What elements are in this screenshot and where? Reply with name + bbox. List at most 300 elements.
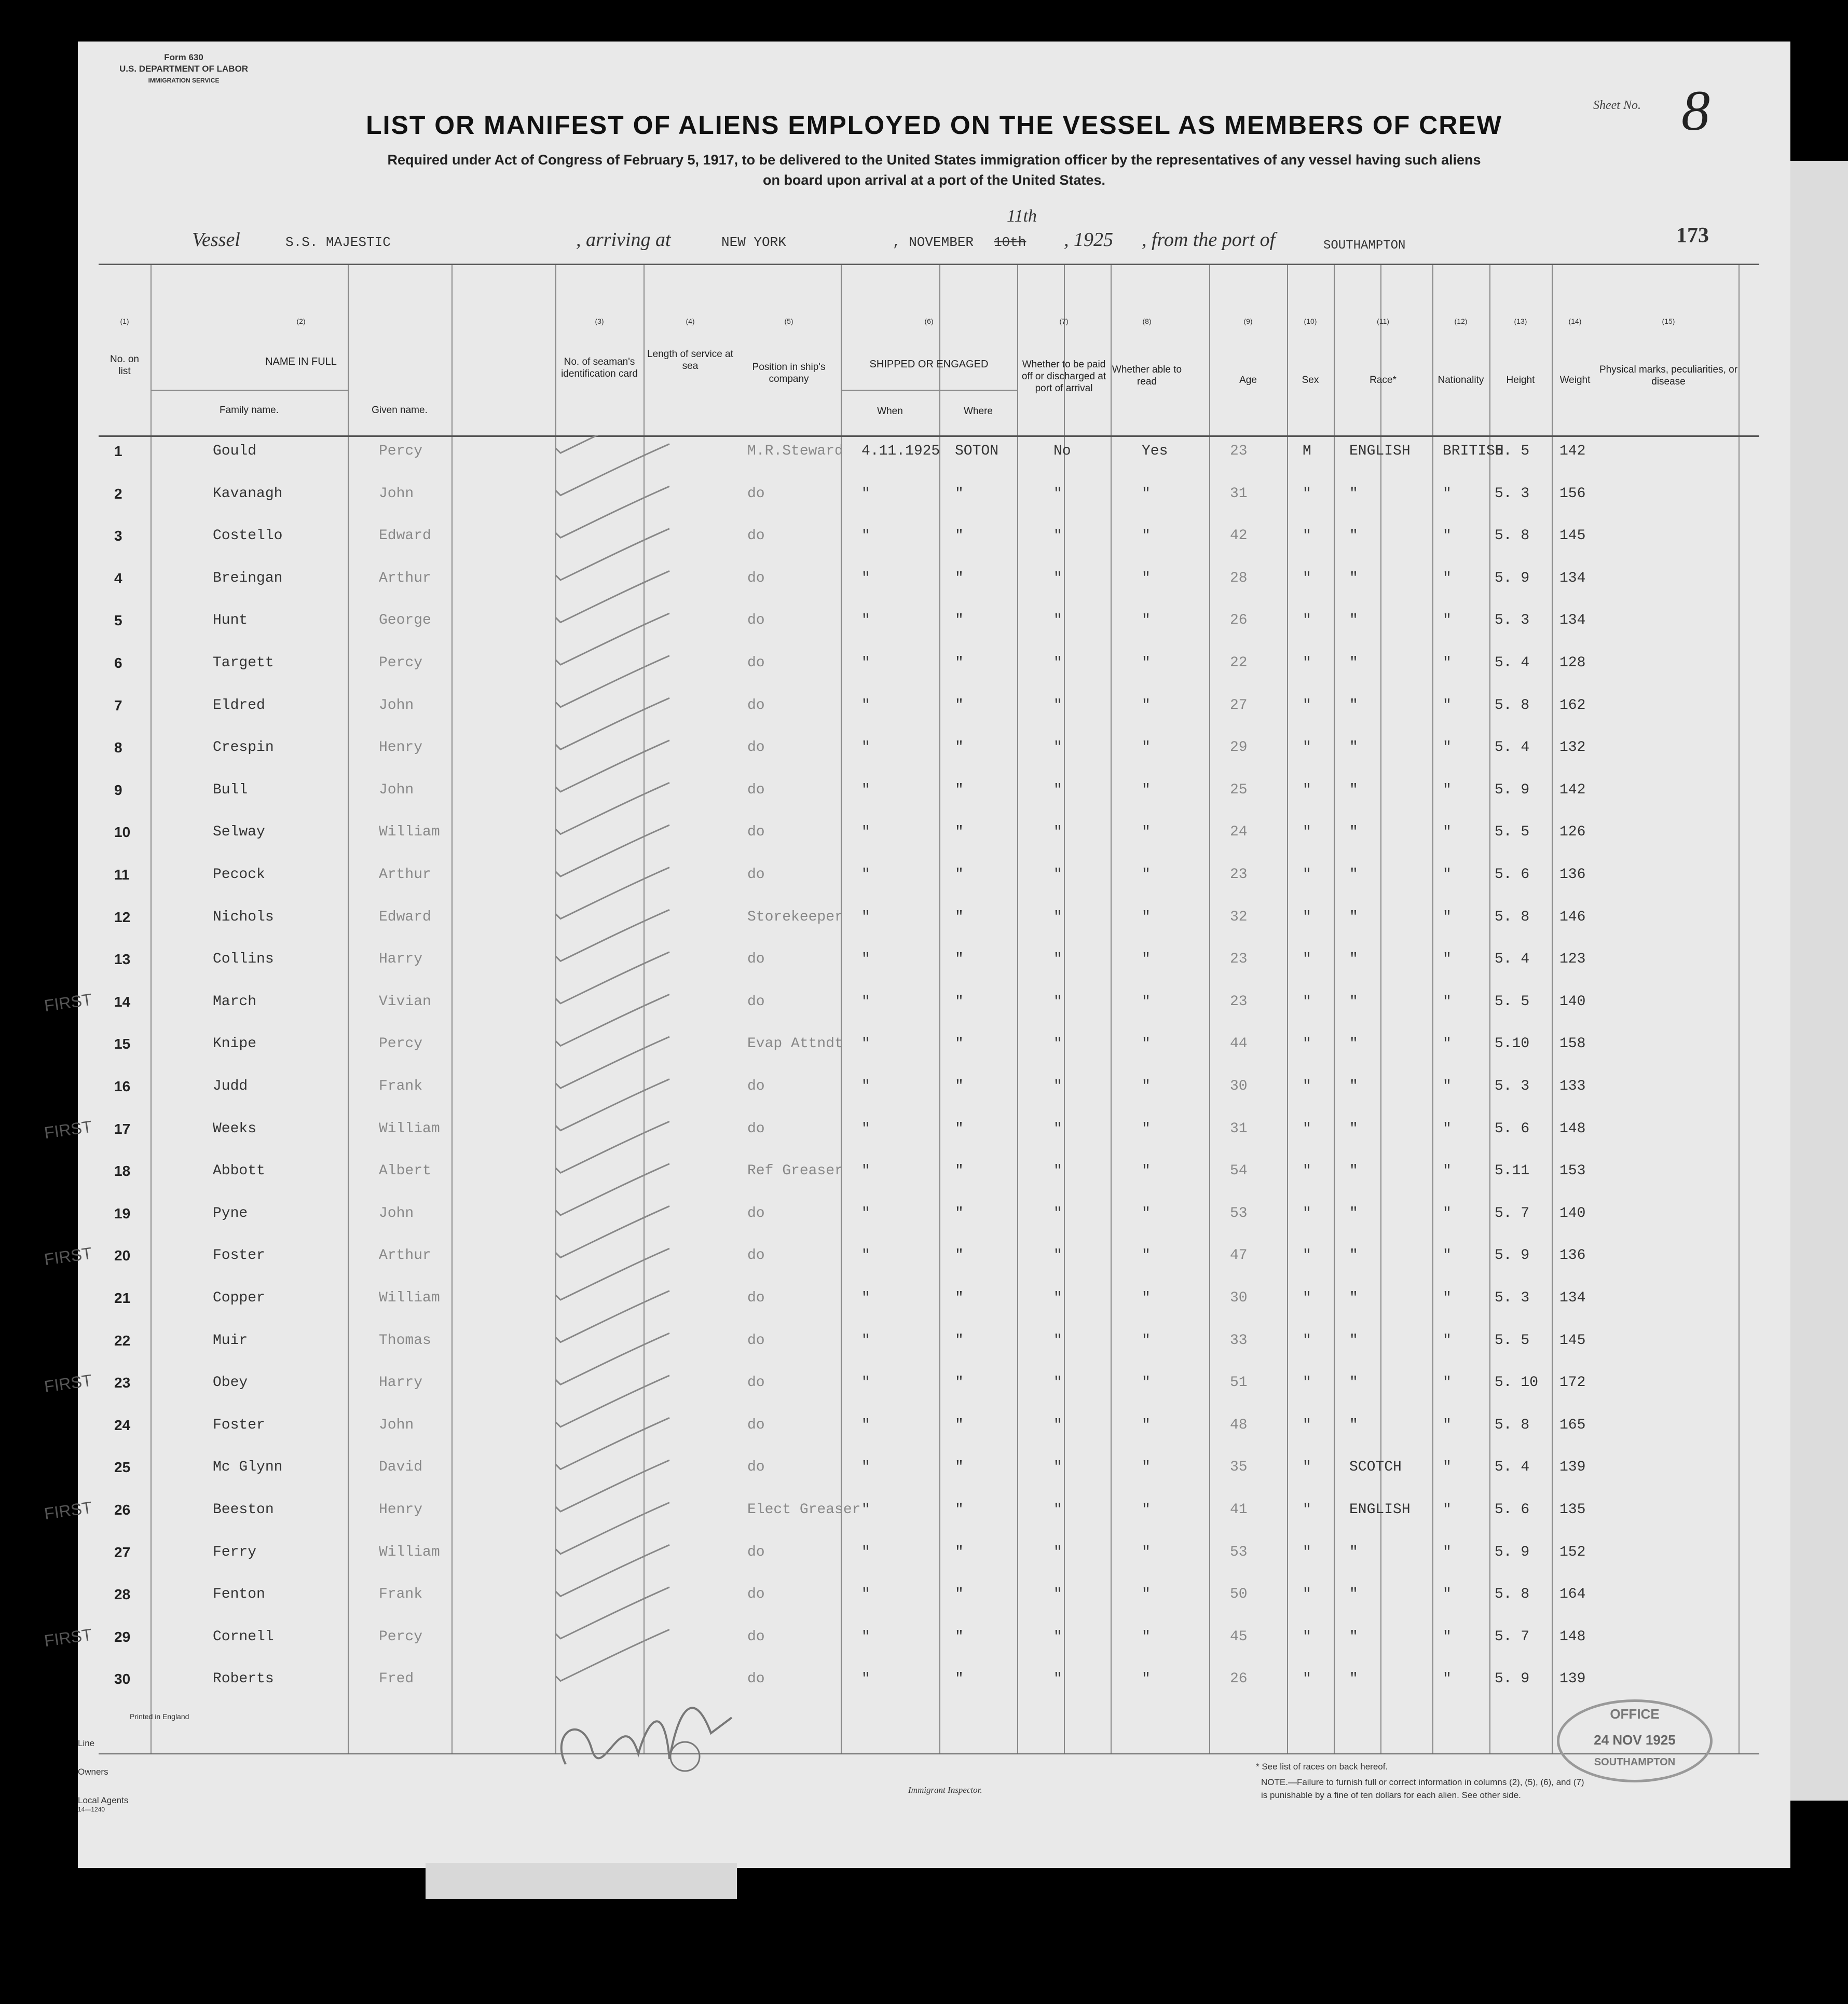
check-mark: [555, 910, 669, 961]
col-num-1: (1): [120, 317, 129, 325]
form-number: Form 630: [164, 52, 203, 62]
position: do: [747, 781, 765, 798]
first-annotation: FIRST: [43, 1625, 93, 1651]
position: do: [747, 697, 765, 713]
given-name: John: [379, 781, 414, 798]
family-name: Selway: [213, 824, 265, 841]
row-number: 9: [114, 781, 122, 798]
height: 5. 6: [1495, 867, 1530, 883]
family-name: March: [213, 993, 257, 1010]
header-family-name: Family name.: [219, 405, 279, 416]
family-name: Mc Glynn: [213, 1459, 283, 1476]
header-id-card: No. of seaman's identification card: [561, 356, 638, 379]
paid-off: ": [1053, 485, 1062, 502]
when-shipped: ": [861, 1502, 870, 1518]
paid-off: ": [1053, 1036, 1062, 1052]
col-num-2: (2): [296, 317, 306, 325]
height: 5. 8: [1495, 909, 1530, 925]
where-shipped: ": [955, 1459, 964, 1476]
row-number: 13: [114, 951, 131, 968]
sex: ": [1303, 951, 1311, 968]
race: ": [1349, 1163, 1358, 1179]
check-mark: [555, 444, 669, 496]
when-shipped: ": [861, 1586, 870, 1603]
weight: 123: [1559, 951, 1586, 968]
given-name: John: [379, 1417, 414, 1433]
check-mark: [555, 1248, 669, 1300]
able-to-read: ": [1142, 867, 1151, 883]
header-age: Age: [1239, 375, 1257, 386]
header-no-on-list: No. on list: [110, 354, 139, 377]
nationality: BRITISH: [1443, 443, 1504, 459]
able-to-read: ": [1142, 739, 1151, 756]
first-annotation: FIRST: [43, 1244, 93, 1269]
where-shipped: ": [955, 1120, 964, 1137]
when-shipped: ": [861, 1417, 870, 1433]
row-number: 10: [114, 824, 131, 841]
weight: 164: [1559, 1586, 1586, 1603]
weight: 133: [1559, 1078, 1586, 1094]
sex: ": [1303, 1332, 1311, 1349]
paid-off: ": [1053, 909, 1062, 925]
family-name: Hunt: [213, 612, 248, 629]
given-name: Percy: [379, 443, 423, 459]
header-paid-off: Whether to be paid off or discharged at port of arrival: [1021, 359, 1106, 394]
able-to-read: ": [1142, 570, 1151, 586]
height: 5. 3: [1495, 1078, 1530, 1094]
nationality: ": [1443, 824, 1452, 841]
given-name: David: [379, 1459, 423, 1476]
given-name: William: [379, 1120, 440, 1137]
row-number: 25: [114, 1459, 131, 1476]
age: 22: [1230, 655, 1248, 671]
header-able-to-read: Whether able to read: [1112, 364, 1182, 387]
paid-off: ": [1053, 1502, 1062, 1518]
given-name: Albert: [379, 1163, 431, 1179]
position: do: [747, 1120, 765, 1137]
height: 5. 9: [1495, 570, 1530, 586]
row-number: 22: [114, 1332, 131, 1349]
age: 30: [1230, 1078, 1248, 1094]
sex: ": [1303, 1502, 1311, 1518]
nationality: ": [1443, 1375, 1452, 1391]
when-shipped: ": [861, 697, 870, 713]
position: do: [747, 1586, 765, 1603]
paid-off: ": [1053, 1290, 1062, 1306]
row-number: 30: [114, 1671, 131, 1687]
age: 50: [1230, 1586, 1248, 1603]
stamp-office-text: OFFICE: [1610, 1706, 1660, 1722]
arrival-day-handwritten: 11th: [1007, 207, 1037, 226]
race: ": [1349, 485, 1358, 502]
given-name: Henry: [379, 1502, 423, 1518]
sex: ": [1303, 867, 1311, 883]
family-name: Gould: [213, 443, 257, 459]
check-mark: [555, 435, 669, 453]
where-shipped: ": [955, 1544, 964, 1560]
paid-off: ": [1053, 824, 1062, 841]
row-number: 5: [114, 612, 122, 629]
family-name: Pyne: [213, 1205, 248, 1221]
able-to-read: ": [1142, 1205, 1151, 1221]
position: do: [747, 1205, 765, 1221]
arrival-day-struck: 10th: [994, 235, 1026, 250]
family-name: Ferry: [213, 1544, 257, 1560]
weight: 142: [1559, 443, 1586, 459]
check-mark: [555, 825, 669, 876]
stamp-port-text: SOUTHAMPTON: [1594, 1756, 1676, 1768]
given-name: John: [379, 485, 414, 502]
nationality: ": [1443, 951, 1452, 968]
age: 27: [1230, 697, 1248, 713]
paid-off: ": [1053, 570, 1062, 586]
where-shipped: ": [955, 1290, 964, 1306]
able-to-read: ": [1142, 1502, 1151, 1518]
position: do: [747, 867, 765, 883]
where-shipped: ": [955, 824, 964, 841]
given-name: Percy: [379, 1628, 423, 1645]
where-shipped: ": [955, 612, 964, 629]
when-shipped: ": [861, 1290, 870, 1306]
header-name-in-full: NAME IN FULL: [265, 356, 337, 367]
stamp-date: 24 NOV 1925: [1594, 1732, 1676, 1748]
position: do: [747, 1375, 765, 1391]
able-to-read: ": [1142, 697, 1151, 713]
sex: ": [1303, 1671, 1311, 1687]
where-shipped: ": [955, 1163, 964, 1179]
check-mark: [555, 868, 669, 919]
weight: 145: [1559, 1332, 1586, 1349]
family-name: Foster: [213, 1417, 265, 1433]
age: 51: [1230, 1375, 1248, 1391]
nationality: ": [1443, 1671, 1452, 1687]
race: ": [1349, 993, 1358, 1010]
check-mark: [555, 1333, 669, 1384]
subtitle-line-1: Required under Act of Congress of February 5, 1917, to be delivered to the United States immigration officer by the representatives of any vessel having such aliens: [387, 152, 1481, 168]
able-to-read: Yes: [1142, 443, 1168, 459]
race: ": [1349, 1332, 1358, 1349]
header-race: Race*: [1370, 375, 1397, 386]
position: do: [747, 485, 765, 502]
age: 33: [1230, 1332, 1248, 1349]
page-number: 173: [1676, 224, 1709, 248]
able-to-read: ": [1142, 1586, 1151, 1603]
arrival-year: , 1925: [1064, 229, 1113, 251]
sex: ": [1303, 1375, 1311, 1391]
family-name: Obey: [213, 1375, 248, 1391]
given-name: Arthur: [379, 867, 431, 883]
race: ": [1349, 1078, 1358, 1094]
document-title: LIST OR MANIFEST OF ALIENS EMPLOYED ON THE VESSEL AS MEMBERS OF CREW: [366, 111, 1502, 140]
race: ": [1349, 739, 1358, 756]
family-name: Foster: [213, 1247, 265, 1264]
able-to-read: ": [1142, 528, 1151, 544]
first-annotation: FIRST: [43, 1498, 93, 1523]
race: ": [1349, 655, 1358, 671]
row-number: 23: [114, 1375, 131, 1391]
position: do: [747, 824, 765, 841]
first-annotation: FIRST: [43, 990, 93, 1015]
age: 45: [1230, 1628, 1248, 1645]
age: 48: [1230, 1417, 1248, 1433]
when-shipped: ": [861, 824, 870, 841]
when-shipped: ": [861, 528, 870, 544]
able-to-read: ": [1142, 824, 1151, 841]
able-to-read: ": [1142, 485, 1151, 502]
check-mark: [555, 740, 669, 792]
family-name: Knipe: [213, 1036, 257, 1052]
able-to-read: ": [1142, 1417, 1151, 1433]
height: 5. 9: [1495, 781, 1530, 798]
given-name: Thomas: [379, 1332, 431, 1349]
paid-off: ": [1053, 612, 1062, 629]
weight: 136: [1559, 1247, 1586, 1264]
able-to-read: ": [1142, 909, 1151, 925]
weight: 134: [1559, 1290, 1586, 1306]
nationality: ": [1443, 1544, 1452, 1560]
height: 5. 5: [1495, 993, 1530, 1010]
paid-off: ": [1053, 1544, 1062, 1560]
when-shipped: ": [861, 612, 870, 629]
where-shipped: ": [955, 655, 964, 671]
family-name: Nichols: [213, 909, 274, 925]
nationality: ": [1443, 1628, 1452, 1645]
height: 5. 8: [1495, 697, 1530, 713]
paid-off: ": [1053, 781, 1062, 798]
check-mark: [555, 783, 669, 834]
port-office-stamp: [1557, 1699, 1713, 1782]
row-number: 19: [114, 1205, 131, 1221]
sheet-number-value: 8: [1681, 79, 1710, 142]
arriving-label: , arriving at: [576, 229, 671, 251]
position: Storekeeper: [747, 909, 843, 925]
check-mark: [555, 1121, 669, 1173]
age: 23: [1230, 443, 1248, 459]
sex: ": [1303, 1163, 1311, 1179]
age: 30: [1230, 1290, 1248, 1306]
race: ": [1349, 1671, 1358, 1687]
position: do: [747, 1247, 765, 1264]
department-name: U.S. DEPARTMENT OF LABOR: [119, 64, 249, 74]
family-name: Bull: [213, 781, 248, 798]
col-num-11: (11): [1377, 317, 1389, 325]
given-name: Percy: [379, 655, 423, 671]
check-mark: [555, 1164, 669, 1215]
sex: ": [1303, 1417, 1311, 1433]
where-shipped: ": [955, 1332, 964, 1349]
line-label: Line: [78, 1738, 95, 1748]
weight: 165: [1559, 1417, 1586, 1433]
where-shipped: ": [955, 1036, 964, 1052]
where-shipped: ": [955, 781, 964, 798]
sex: ": [1303, 570, 1311, 586]
able-to-read: ": [1142, 655, 1151, 671]
where-shipped: ": [955, 909, 964, 925]
paid-off: ": [1053, 1205, 1062, 1221]
when-shipped: ": [861, 485, 870, 502]
able-to-read: ": [1142, 951, 1151, 968]
when-shipped: ": [861, 909, 870, 925]
when-shipped: ": [861, 1628, 870, 1645]
race: ": [1349, 528, 1358, 544]
arrival-month: , NOVEMBER: [893, 235, 974, 250]
sex: ": [1303, 528, 1311, 544]
check-mark: [555, 1206, 669, 1257]
sex: ": [1303, 1078, 1311, 1094]
when-shipped: ": [861, 1247, 870, 1264]
departure-port: SOUTHAMPTON: [1323, 239, 1406, 253]
immigrant-inspector-label: Immigrant Inspector.: [908, 1785, 982, 1795]
height: 5. 4: [1495, 951, 1530, 968]
able-to-read: ": [1142, 781, 1151, 798]
weight: 126: [1559, 824, 1586, 841]
header-when: When: [877, 406, 903, 417]
row-number: 6: [114, 655, 122, 671]
weight: 152: [1559, 1544, 1586, 1560]
race: ": [1349, 1628, 1358, 1645]
manifest-sheet: [43, 42, 1790, 1868]
height: 5. 7: [1495, 1628, 1530, 1645]
row-number: 21: [114, 1290, 131, 1306]
nationality: ": [1443, 1290, 1452, 1306]
weight: 162: [1559, 697, 1586, 713]
race: ": [1349, 1417, 1358, 1433]
sex: ": [1303, 1290, 1311, 1306]
age: 32: [1230, 909, 1248, 925]
family-name: Breingan: [213, 570, 283, 586]
nationality: ": [1443, 1502, 1452, 1518]
paid-off: ": [1053, 1375, 1062, 1391]
position: do: [747, 528, 765, 544]
row-number: 14: [114, 993, 131, 1010]
row-number: 27: [114, 1544, 131, 1560]
paid-off: ": [1053, 951, 1062, 968]
nationality: ": [1443, 993, 1452, 1010]
weight: 153: [1559, 1163, 1586, 1179]
height: 5. 7: [1495, 1205, 1530, 1221]
family-name: Abbott: [213, 1163, 265, 1179]
when-shipped: ": [861, 1671, 870, 1687]
header-length-service: Length of service at sea: [647, 349, 733, 372]
race: ": [1349, 570, 1358, 586]
row-number: 2: [114, 485, 122, 502]
row-number: 18: [114, 1163, 131, 1179]
check-mark: [555, 571, 669, 622]
race: ": [1349, 1290, 1358, 1306]
nationality: ": [1443, 1332, 1452, 1349]
printed-in: Printed in England: [130, 1712, 189, 1721]
able-to-read: ": [1142, 1078, 1151, 1094]
height: 5. 5: [1495, 824, 1530, 841]
paid-off: ": [1053, 1628, 1062, 1645]
weight: 148: [1559, 1628, 1586, 1645]
position: do: [747, 1078, 765, 1094]
age: 26: [1230, 1671, 1248, 1687]
family-name: Targett: [213, 655, 274, 671]
sex: ": [1303, 781, 1311, 798]
age: 24: [1230, 824, 1248, 841]
height: 5. 8: [1495, 1417, 1530, 1433]
nationality: ": [1443, 781, 1452, 798]
where-shipped: ": [955, 1671, 964, 1687]
nationality: ": [1443, 485, 1452, 502]
row-number: 7: [114, 697, 122, 713]
height: 5. 4: [1495, 1459, 1530, 1476]
family-name: Collins: [213, 951, 274, 968]
weight: 139: [1559, 1671, 1586, 1687]
when-shipped: ": [861, 951, 870, 968]
header-physical-marks: Physical marks, peculiarities, or disease: [1599, 364, 1738, 387]
where-shipped: ": [955, 528, 964, 544]
owners-label: Owners: [78, 1767, 108, 1777]
paid-off: ": [1053, 1459, 1062, 1476]
race: ": [1349, 951, 1358, 968]
col-num-5: (5): [784, 317, 793, 325]
from-port-label: , from the port of: [1142, 229, 1276, 251]
row-number: 4: [114, 570, 122, 586]
family-name: Cornell: [213, 1628, 274, 1645]
nationality: ": [1443, 739, 1452, 756]
nationality: ": [1443, 528, 1452, 544]
age: 54: [1230, 1163, 1248, 1179]
given-name: John: [379, 1205, 414, 1221]
height: 5. 8: [1495, 528, 1530, 544]
check-mark: [555, 486, 669, 538]
age: 26: [1230, 612, 1248, 629]
position: do: [747, 612, 765, 629]
height: 5. 8: [1495, 1586, 1530, 1603]
sex: ": [1303, 655, 1311, 671]
height: 5. 5: [1495, 1332, 1530, 1349]
nationality: ": [1443, 655, 1452, 671]
age: 42: [1230, 528, 1248, 544]
race: ": [1349, 1544, 1358, 1560]
age: 29: [1230, 739, 1248, 756]
able-to-read: ": [1142, 1036, 1151, 1052]
position: do: [747, 570, 765, 586]
family-name: Kavanagh: [213, 485, 283, 502]
col-num-14: (14): [1568, 317, 1582, 325]
row-number: 29: [114, 1628, 131, 1645]
when-shipped: ": [861, 1036, 870, 1052]
nationality: ": [1443, 612, 1452, 629]
check-mark: [555, 613, 669, 665]
height: 5. 6: [1495, 1502, 1530, 1518]
vessel-label: Vessel: [192, 229, 240, 251]
sex: ": [1303, 739, 1311, 756]
race: ": [1349, 1036, 1358, 1052]
weight: 172: [1559, 1375, 1586, 1391]
paid-off: ": [1053, 993, 1062, 1010]
col-num-4: (4): [686, 317, 695, 325]
col-num-3: (3): [595, 317, 604, 325]
weight: 134: [1559, 612, 1586, 629]
height: 5. 9: [1495, 1247, 1530, 1264]
race: ENGLISH: [1349, 443, 1411, 459]
family-name: Weeks: [213, 1120, 257, 1137]
weight: 134: [1559, 570, 1586, 586]
paid-off: ": [1053, 1247, 1062, 1264]
row-number: 26: [114, 1502, 131, 1518]
sex: ": [1303, 1036, 1311, 1052]
check-mark: [555, 529, 669, 580]
races-note: * See list of races on back hereof.: [1256, 1762, 1388, 1772]
weight: 146: [1559, 909, 1586, 925]
where-shipped: ": [955, 570, 964, 586]
age: 47: [1230, 1247, 1248, 1264]
able-to-read: ": [1142, 1671, 1151, 1687]
given-name: Arthur: [379, 1247, 431, 1264]
